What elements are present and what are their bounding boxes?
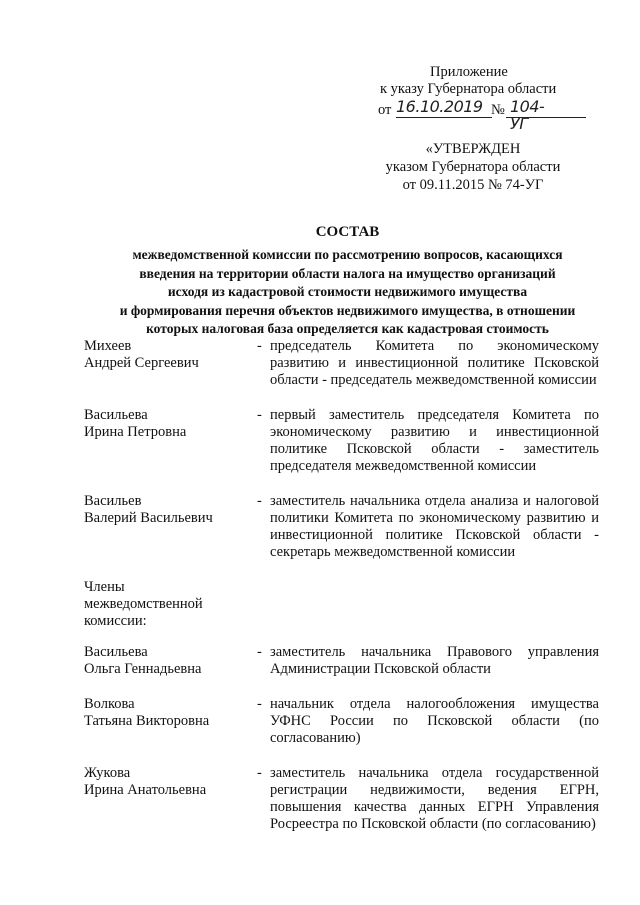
- member-surname: Васильева: [84, 644, 148, 660]
- member-surname: Жукова: [84, 765, 131, 781]
- dash-separator: -: [257, 407, 262, 423]
- approved-line-1: «УТВЕРЖДЕН: [425, 141, 521, 157]
- dash-separator: -: [257, 644, 262, 660]
- subtitle-line: межведомственной комиссии по рассмотрению вопросов, касающихся: [132, 247, 563, 262]
- member-given-name: Андрей Сергеевич: [84, 355, 199, 371]
- member-row: [84, 765, 599, 833]
- subtitle-line: исходя из кадастровой стоимости недвижимого имущества: [167, 284, 528, 299]
- appendix-line-2: к указу Губернатора области: [380, 81, 557, 97]
- appendix-date-line: [372, 97, 556, 133]
- member-name: [84, 338, 254, 372]
- member-surname: Васильев: [84, 493, 142, 509]
- member-name: [84, 407, 254, 441]
- member-role: начальник отдела налогообложения имущества УФНС России по Псковской области (по согласованию): [270, 696, 599, 746]
- member-role: заместитель начальника отдела государственной регистрации недвижимости, ведения ЕГРН, повышения качества данных ЕГРН Управления Росреестра по Псковской области (по согласованию): [270, 765, 599, 832]
- subtitle-line: введения на территории области налога на имущество организаций: [139, 265, 556, 281]
- member-given-name: Ольга Геннадьевна: [84, 661, 202, 677]
- member-role: заместитель начальника отдела анализа и налоговой политики Комитета по экономическому развитию и инвестиционной политике Псковской области - секретарь межведомственной комиссии: [270, 493, 599, 560]
- member-surname: Васильева: [84, 407, 148, 423]
- member-name: [84, 493, 254, 527]
- number-sign: №: [491, 102, 505, 118]
- member-row: [84, 338, 599, 389]
- dash-separator: -: [257, 696, 262, 712]
- appendix-line-1: Приложение: [430, 64, 508, 80]
- approved-line-3: от 09.11.2015 № 74-УГ: [402, 177, 544, 193]
- member-row: [84, 644, 599, 678]
- appendix-prefix: от: [378, 102, 392, 118]
- approved-line-2: указом Губернатора области: [385, 159, 561, 175]
- member-given-name: Валерий Васильевич: [84, 510, 213, 526]
- dash-separator: -: [257, 338, 262, 354]
- document-heading: СОСТАВ: [315, 224, 380, 240]
- handwritten-date: 16.10.2019: [396, 97, 483, 116]
- member-role: заместитель начальника Правового управления Администрации Псковской области: [270, 644, 599, 677]
- member-given-name: Татьяна Викторовна: [84, 713, 210, 729]
- appendix-block: [372, 64, 557, 133]
- members-list: [84, 338, 599, 833]
- member-surname: Михеев: [84, 338, 132, 354]
- member-name: [84, 696, 254, 730]
- date-underline: [396, 117, 492, 118]
- member-role: первый заместитель председателя Комитета по экономическому развитию и инвестиционной политике Псковской области - заместитель председателя межведомственной комиссии: [270, 407, 599, 474]
- member-row: [84, 407, 599, 475]
- member-surname: Волкова: [84, 696, 135, 712]
- member-given-name: Ирина Анатольевна: [84, 782, 207, 798]
- commission-members-label: Члены межведомственной комиссии:: [84, 579, 203, 629]
- dash-separator: -: [257, 493, 262, 509]
- dash-separator: -: [257, 765, 262, 781]
- member-given-name: Ирина Петровна: [84, 424, 187, 440]
- member-row: [84, 493, 599, 561]
- handwritten-number: 104-УГ: [510, 97, 545, 133]
- member-row: [84, 696, 599, 747]
- title-block: [60, 223, 635, 339]
- member-role: председатель Комитета по экономическому развитию и инвестиционной политике Псковской области - председатель межведомственной комиссии: [270, 338, 599, 388]
- subtitle-line: которых налоговая база определяется как кадастровая стоимость: [146, 321, 549, 336]
- subtitle-line: и формирования перечня объектов недвижимого имущества, в отношении: [119, 302, 576, 318]
- member-name: [84, 765, 254, 799]
- approved-block: [368, 140, 578, 194]
- member-name: [84, 644, 254, 678]
